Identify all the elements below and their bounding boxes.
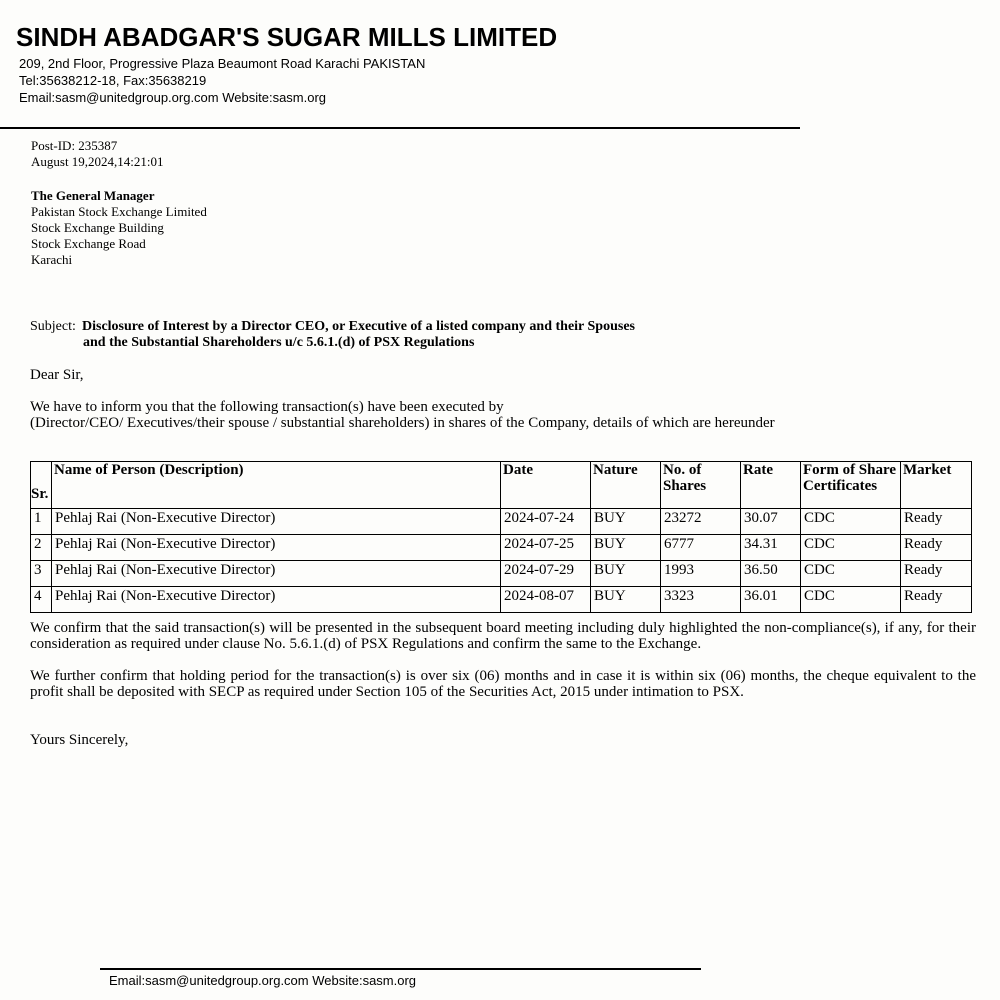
cell-sr: 4: [31, 587, 52, 613]
header-rate: Rate: [741, 462, 801, 509]
cell-shares: 6777: [661, 535, 741, 561]
table-row: [31, 587, 972, 613]
table-header-row: [31, 462, 972, 509]
recipient-line: Stock Exchange Building: [31, 220, 164, 235]
footer-divider: [100, 968, 701, 970]
cell-nature: BUY: [591, 535, 661, 561]
cell-date: 2024-07-24: [501, 509, 591, 535]
header-name: Name of Person (Description): [52, 462, 501, 509]
cell-date: 2024-07-29: [501, 561, 591, 587]
closing: Yours Sincerely,: [30, 732, 129, 748]
salutation: Dear Sir,: [30, 367, 84, 383]
cell-nature: BUY: [591, 561, 661, 587]
header-sr: Sr.: [31, 462, 52, 509]
cell-name: Pehlaj Rai (Non-Executive Director): [52, 561, 501, 587]
recipient-line: Karachi: [31, 252, 73, 267]
table-row: [31, 535, 972, 561]
cell-market: Ready: [901, 509, 972, 535]
intro-line-2: (Director/CEO/ Executives/their spouse / substantial shareholders) in shares of the Company, details of which are hereunder: [30, 415, 775, 431]
subject-label: Subject:: [30, 319, 76, 334]
cell-sr: 3: [31, 561, 52, 587]
footer-contact: Email:sasm@unitedgroup.org.com Website:sasm.org: [109, 973, 417, 988]
transactions-table: [30, 461, 972, 613]
cell-name: Pehlaj Rai (Non-Executive Director): [52, 509, 501, 535]
table-row: [31, 561, 972, 587]
table-row: [31, 509, 972, 535]
company-address: 209, 2nd Floor, Progressive Plaza Beaumont Road Karachi PAKISTAN: [19, 56, 426, 71]
cell-name: Pehlaj Rai (Non-Executive Director): [52, 587, 501, 613]
cell-rate: 30.07: [741, 509, 801, 535]
cell-market: Ready: [901, 561, 972, 587]
header-market: Market: [901, 462, 972, 509]
cell-nature: BUY: [591, 587, 661, 613]
company-email-website: Email:sasm@unitedgroup.org.com Website:sasm.org: [19, 90, 327, 105]
cell-date: 2024-08-07: [501, 587, 591, 613]
cell-date: 2024-07-25: [501, 535, 591, 561]
recipient-line: Stock Exchange Road: [31, 236, 146, 251]
cell-shares: 3323: [661, 587, 741, 613]
header-shares: No. of Shares: [661, 462, 741, 509]
company-name: SINDH ABADGAR'S SUGAR MILLS LIMITED: [16, 22, 558, 52]
cell-sr: 1: [31, 509, 52, 535]
header-date: Date: [501, 462, 591, 509]
company-phone-fax: Tel:35638212-18, Fax:35638219: [19, 73, 207, 88]
cell-market: Ready: [901, 587, 972, 613]
cell-rate: 36.01: [741, 587, 801, 613]
subject-line-2: and the Substantial Shareholders u/c 5.6.1.(d) of PSX Regulations: [83, 335, 475, 350]
header-nature: Nature: [591, 462, 661, 509]
intro-line-1: We have to inform you that the following transaction(s) have been executed by: [30, 399, 504, 415]
header-form: Form of Share Certificates: [801, 462, 901, 509]
post-datetime: August 19,2024,14:21:01: [31, 154, 164, 169]
confirmation-paragraph-1: We confirm that the said transaction(s) will be presented in the subsequent board meeting including duly highlighted the non-compliance(s), if any, for their consideration as required under clause No. 5.6.1.(d) of PSX Regulations and confirm the same to the Exchange.: [30, 620, 976, 652]
recipient-title: The General Manager: [31, 188, 155, 203]
cell-rate: 36.50: [741, 561, 801, 587]
recipient-line: Pakistan Stock Exchange Limited: [31, 204, 207, 219]
cell-form: CDC: [801, 535, 901, 561]
cell-nature: BUY: [591, 509, 661, 535]
subject-line-1: Disclosure of Interest by a Director CEO, or Executive of a listed company and their Spouses: [82, 319, 635, 334]
cell-rate: 34.31: [741, 535, 801, 561]
cell-shares: 23272: [661, 509, 741, 535]
cell-form: CDC: [801, 509, 901, 535]
post-id: Post-ID: 235387: [31, 138, 118, 153]
cell-name: Pehlaj Rai (Non-Executive Director): [52, 535, 501, 561]
cell-form: CDC: [801, 587, 901, 613]
header-divider: [0, 127, 800, 129]
confirmation-paragraph-2: We further confirm that holding period for the transaction(s) is over six (06) months and in case it is within six (06) months, the cheque equivalent to the profit shall be deposited with SECP as required under Section 105 of the Securities Act, 2015 under intimation to PSX.: [30, 668, 976, 700]
cell-market: Ready: [901, 535, 972, 561]
cell-shares: 1993: [661, 561, 741, 587]
cell-form: CDC: [801, 561, 901, 587]
cell-sr: 2: [31, 535, 52, 561]
